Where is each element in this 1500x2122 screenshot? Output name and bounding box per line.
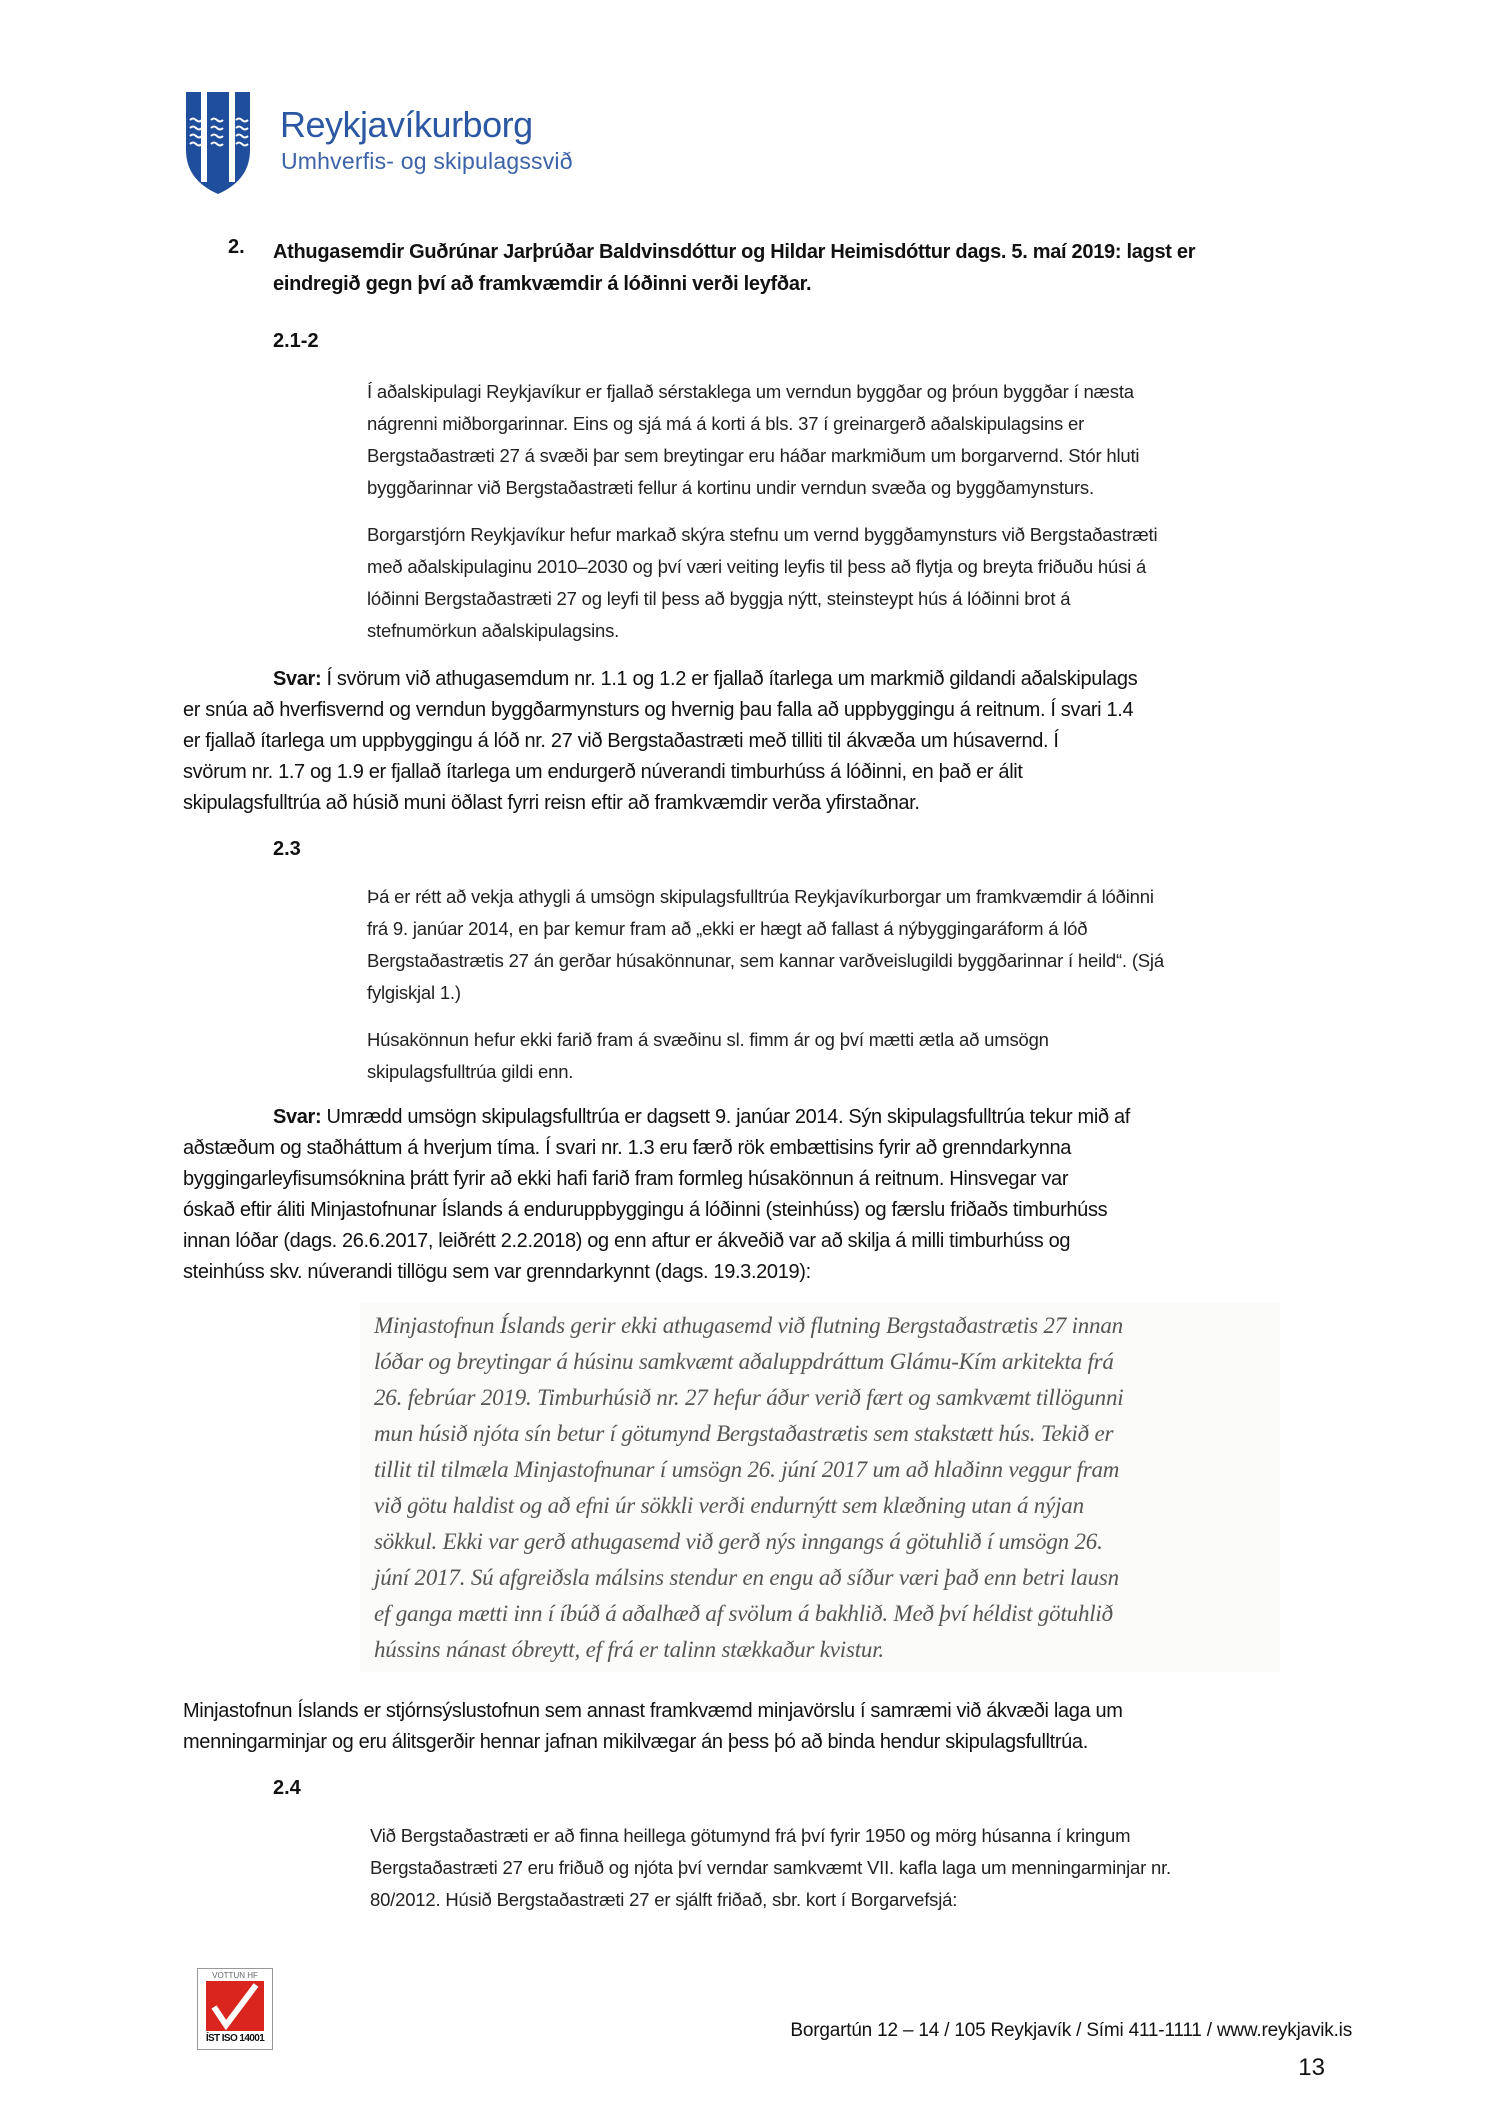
text-line: lóðar og breytingar á húsinu samkvæmt aðaluppdráttum Glámu-Kím arkitekta frá [374,1349,1114,1374]
brand-subtitle: Umhverfis- og skipulagssvið [281,148,573,174]
quoted-comment-2-3 [367,881,1164,1088]
text-line: sökkul. Ekki var gerð athugasemd við gerð nýs inngangs á götuhlið í umsögn 26. [374,1529,1103,1554]
answer-text: aðstæðum og staðháttum á hverjum tíma. Í svari nr. 1.3 eru færð rök embættisins fyrir að grenndarkynna [183,1137,1072,1159]
section-label-2-1-2: 2.1-2 [273,330,319,352]
iso-logo-top-text: VOTTUN HF [212,1971,258,1980]
text-line: Við Bergstaðastræti er að finna heillega götumynd frá því fyrir 1950 og mörg húsanna í kringum [370,1825,1131,1846]
text-line: við götu haldist og að efni úr sökkli verði endurnýtt sem klæðning utan á nýjan [374,1493,1084,1518]
text-line: stefnumörkun aðalskipulagsins. [367,620,620,641]
answer-text: steinhúss skv. núverandi tillögu sem var grenndarkynnt (dags. 19.3.2019): [183,1261,811,1283]
answer-label: Svar: [273,1106,322,1128]
heading-text [273,236,1195,300]
text-line: ef ganga mætti inn í íbúð á aðalhæð af svölum á bakhlið. Með því héldist götuhlið [374,1601,1113,1626]
answer-text: er snúa að hverfisvernd og verndun byggðarmynsturs og hvernig þau falla að uppbyggingu á reitnum. Í svari 1.4 [183,699,1134,721]
text-line: Bergstaðastræti 27 eru friðuð og njóta því verndar samkvæmt VII. kafla laga um menningarminjar nr. [370,1857,1171,1878]
quote-paragraph [367,376,1157,504]
text-line: Húsakönnun hefur ekki farið fram á svæðinu sl. fimm ár og því mætti ætla að umsögn [367,1029,1049,1050]
answer-text: innan lóðar (dags. 26.6.2017, leiðrétt 2.2.2018) og enn aftur er ákveðið var að skilja á milli timburhúss og [183,1230,1071,1252]
answer-text: Í svörum við athugasemdum nr. 1.1 og 1.2 er fjallað ítarlega um markmið gildandi aðalskipulags [321,668,1138,690]
answer-text: Umrædd umsögn skipulagsfulltrúa er dagsett 9. janúar 2014. Sýn skipulagsfulltrúa tekur mið af [321,1106,1130,1128]
text-line: mun húsið njóta sín betur í götumynd Bergstaðastrætis sem stakstætt hús. Tekið er [374,1421,1114,1446]
section-label-2-3: 2.3 [273,838,301,860]
text-line: hússins nánast óbreytt, ef frá er talinn stækkaður kvistur. [374,1637,884,1662]
reykjavik-coat-of-arms-logo [184,90,252,196]
quote-paragraph [367,1024,1164,1088]
text-line: fylgiskjal 1.) [367,982,461,1003]
text-line: Þá er rétt að vekja athygli á umsögn skipulagsfulltrúa Reykjavíkurborgar um framkvæmdir á lóðinni [367,886,1154,907]
iso-certification-logo [197,1968,273,2050]
answer-text: er fjallað ítarlega um uppbyggingu á lóð nr. 27 við Bergstaðastræti með tilliti til ákvæða um húsavernd. Í [183,730,1059,752]
iso-logo-bottom-text: ÍST ISO 14001 [205,2033,265,2044]
text-line: Borgarstjórn Reykjavíkur hefur markað skýra stefnu um vernd byggðamynsturs við Bergstaðastræti [367,524,1158,545]
answer-text: svörum nr. 1.7 og 1.9 er fjallað ítarlega um endurgerð núverandi timburhúss á lóðinni, en það er álit [183,761,1023,783]
answer-text: byggingarleyfisumsóknina þrátt fyrir að ekki hafi farið fram formleg húsakönnun á reitnum. Hinsvegar var [183,1168,1069,1190]
answer-2-1-2 [183,664,1137,819]
quote-paragraph [367,519,1157,647]
heading-number: 2. [228,236,245,258]
quoted-comment-2-4 [370,1820,1171,1916]
page-number: 13 [1298,2054,1325,2081]
footer-address: Borgartún 12 – 14 / 105 Reykjavík / Sími 411-1111 / www.reykjavik.is [790,2020,1352,2041]
text-line: nágrenni miðborgarinnar. Eins og sjá má á korti á bls. 37 í greinargerð aðalskipulagsins er [367,413,1085,434]
text-line: skipulagsfulltrúa gildi enn. [367,1061,574,1082]
text-line: 26. febrúar 2019. Timburhúsið nr. 27 hefur áður verið fært og samkvæmt tillögunni [374,1385,1124,1410]
text-line: 80/2012. Húsið Bergstaðastræti 27 er sjálft friðað, sbr. kort í Borgarvefsjá: [370,1889,958,1910]
text-line: Athugasemdir Guðrúnar Jarþrúðar Baldvinsdóttur og Hildar Heimisdóttur dags. 5. maí 2019: lagst er [273,241,1196,263]
text-line: menningarminjar og eru álitsgerðir hennar jafnan mikilvægar án þess þó að binda hendur skipulagsfulltrúa. [183,1731,1088,1753]
cited-quote-text [374,1302,1280,1668]
section-label-2-4: 2.4 [273,1777,301,1799]
text-line: Í aðalskipulagi Reykjavíkur er fjallað sérstaklega um verndun byggðar og þróun byggðar í næsta [367,381,1134,402]
brand-title: Reykjavíkurborg [280,104,533,145]
answer-2-3 [183,1102,1130,1288]
text-line: byggðarinnar við Bergstaðastræti fellur á kortinu undir verndun svæða og byggðamynsturs. [367,477,1094,498]
minjastofnun-paragraph [183,1696,1123,1758]
text-line: Bergstaðastræti 27 á svæði þar sem breytingar eru háðar markmiðum um borgarvernd. Stór hluti [367,445,1140,466]
text-line: júní 2017. Sú afgreiðsla málsins stendur en engu að síður væri það enn betri lausn [374,1565,1119,1590]
text-line: Minjastofnun Íslands er stjórnsýslustofnun sem annast framkvæmd minjavörslu í samræmi við ákvæði laga um [183,1700,1123,1722]
text-line: Minjastofnun Íslands gerir ekki athugasemd við flutning Bergstaðastrætis 27 innan [374,1313,1123,1338]
text-line: eindregið gegn því að framkvæmdir á lóðinni verði leyfðar. [273,273,812,295]
answer-label: Svar: [273,668,322,690]
text-line: Bergstaðastrætis 27 án gerðar húsakönnunar, sem kannar varðveislugildi byggðarinnar í heild“. (Sjá [367,950,1164,971]
text-line: tillit til tilmæla Minjastofnunar í umsögn 26. júní 2017 um að hlaðinn veggur fram [374,1457,1120,1482]
answer-text: skipulagsfulltrúa að húsið muni öðlast fyrri reisn eftir að framkvæmdir verða yfirstaðnar. [183,792,920,814]
quoted-comment-2-1-2 [367,376,1157,647]
answer-text: óskað eftir áliti Minjastofnunar Íslands á enduruppbyggingu á lóðinni (steinhúss) og færslu friðaðs timburhúss [183,1199,1108,1221]
text-line: frá 9. janúar 2014, en þar kemur fram að „ekki er hægt að fallast á nýbyggingaráform á lóð [367,918,1088,939]
checkmark-icon [206,1981,264,2031]
quote-paragraph [367,881,1164,1009]
cited-quote-image [360,1302,1280,1672]
text-line: lóðinni Bergstaðastræti 27 og leyfi til þess að byggja nýtt, steinsteypt hús á lóðinni brot á [367,588,1071,609]
text-line: með aðalskipulaginu 2010–2030 og því væri veiting leyfis til þess að flytja og breyta friðuðu húsi á [367,556,1147,577]
